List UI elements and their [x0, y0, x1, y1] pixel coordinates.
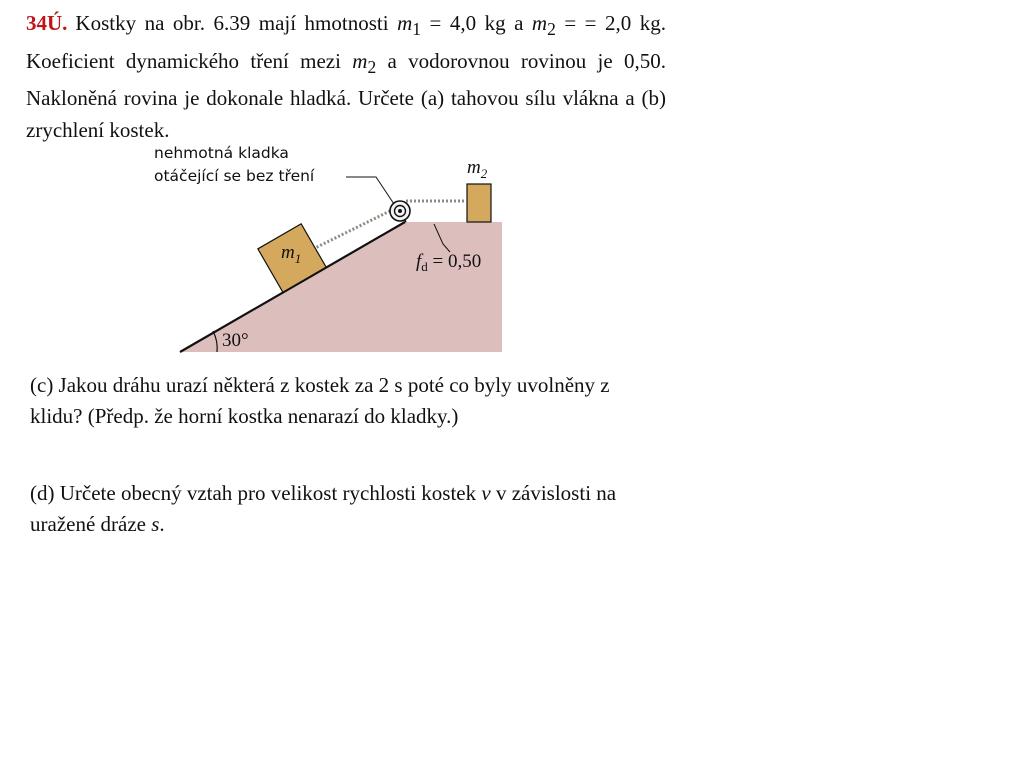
problem-number: 34Ú.: [26, 11, 68, 35]
m2-subscript-2: 2: [367, 56, 377, 77]
question-d-text-3: .: [159, 512, 165, 536]
problem-text-3: = = 2,0 kg. Koeficient dynamického tření mezi: [26, 11, 667, 73]
m1-subscript: 1: [412, 19, 421, 40]
block-m2-label: $m_2$: [467, 157, 488, 181]
problem-text-2: = 4,0 kg a: [421, 11, 532, 35]
question-d-v: v: [481, 481, 491, 505]
m2-symbol-2: m: [352, 48, 368, 73]
question-d: [30, 478, 640, 540]
question-d-text-2: v závislosti na uražené dráze: [30, 481, 617, 536]
figure-svg: [150, 140, 510, 356]
angle-label: 30°: [222, 330, 249, 351]
question-d-text-1: (d) Určete obecný vztah pro velikost rychlosti kostek: [30, 481, 482, 505]
m2-subscript: 2: [547, 19, 556, 40]
figure-incline-pulley: [150, 140, 510, 356]
pulley: [390, 201, 410, 222]
pulley-label-line1: nehmotná kladka: [154, 144, 289, 162]
m2-symbol: m: [531, 11, 548, 35]
pulley-label-line2: otáčející se bez tření: [154, 167, 315, 185]
problem-statement: [26, 8, 666, 146]
question-d-s: s: [151, 512, 160, 536]
question-c: (c) Jakou dráhu urazí některá z kostek za 2 s poté co byly uvolněny z klidu? (Předp. že horní kostka nenarazí do kladky.): [30, 373, 610, 428]
block-m1-label: $m_1$: [281, 242, 302, 266]
problem-text-4: a vodorovnou rovinou je 0,50. Nakloněná rovina je dokonale hladká. Určete (a) tahovou sílu vlákna a (b) zrychlení kostek.: [26, 48, 666, 142]
problem-text-1: Kostky na obr. 6.39 mají hmotnosti: [75, 11, 398, 35]
friction-label: $f_d = 0,50$: [416, 251, 482, 274]
pulley-leader-line: [346, 177, 394, 204]
block-m2: [467, 184, 491, 222]
m1-symbol: m: [397, 11, 413, 35]
